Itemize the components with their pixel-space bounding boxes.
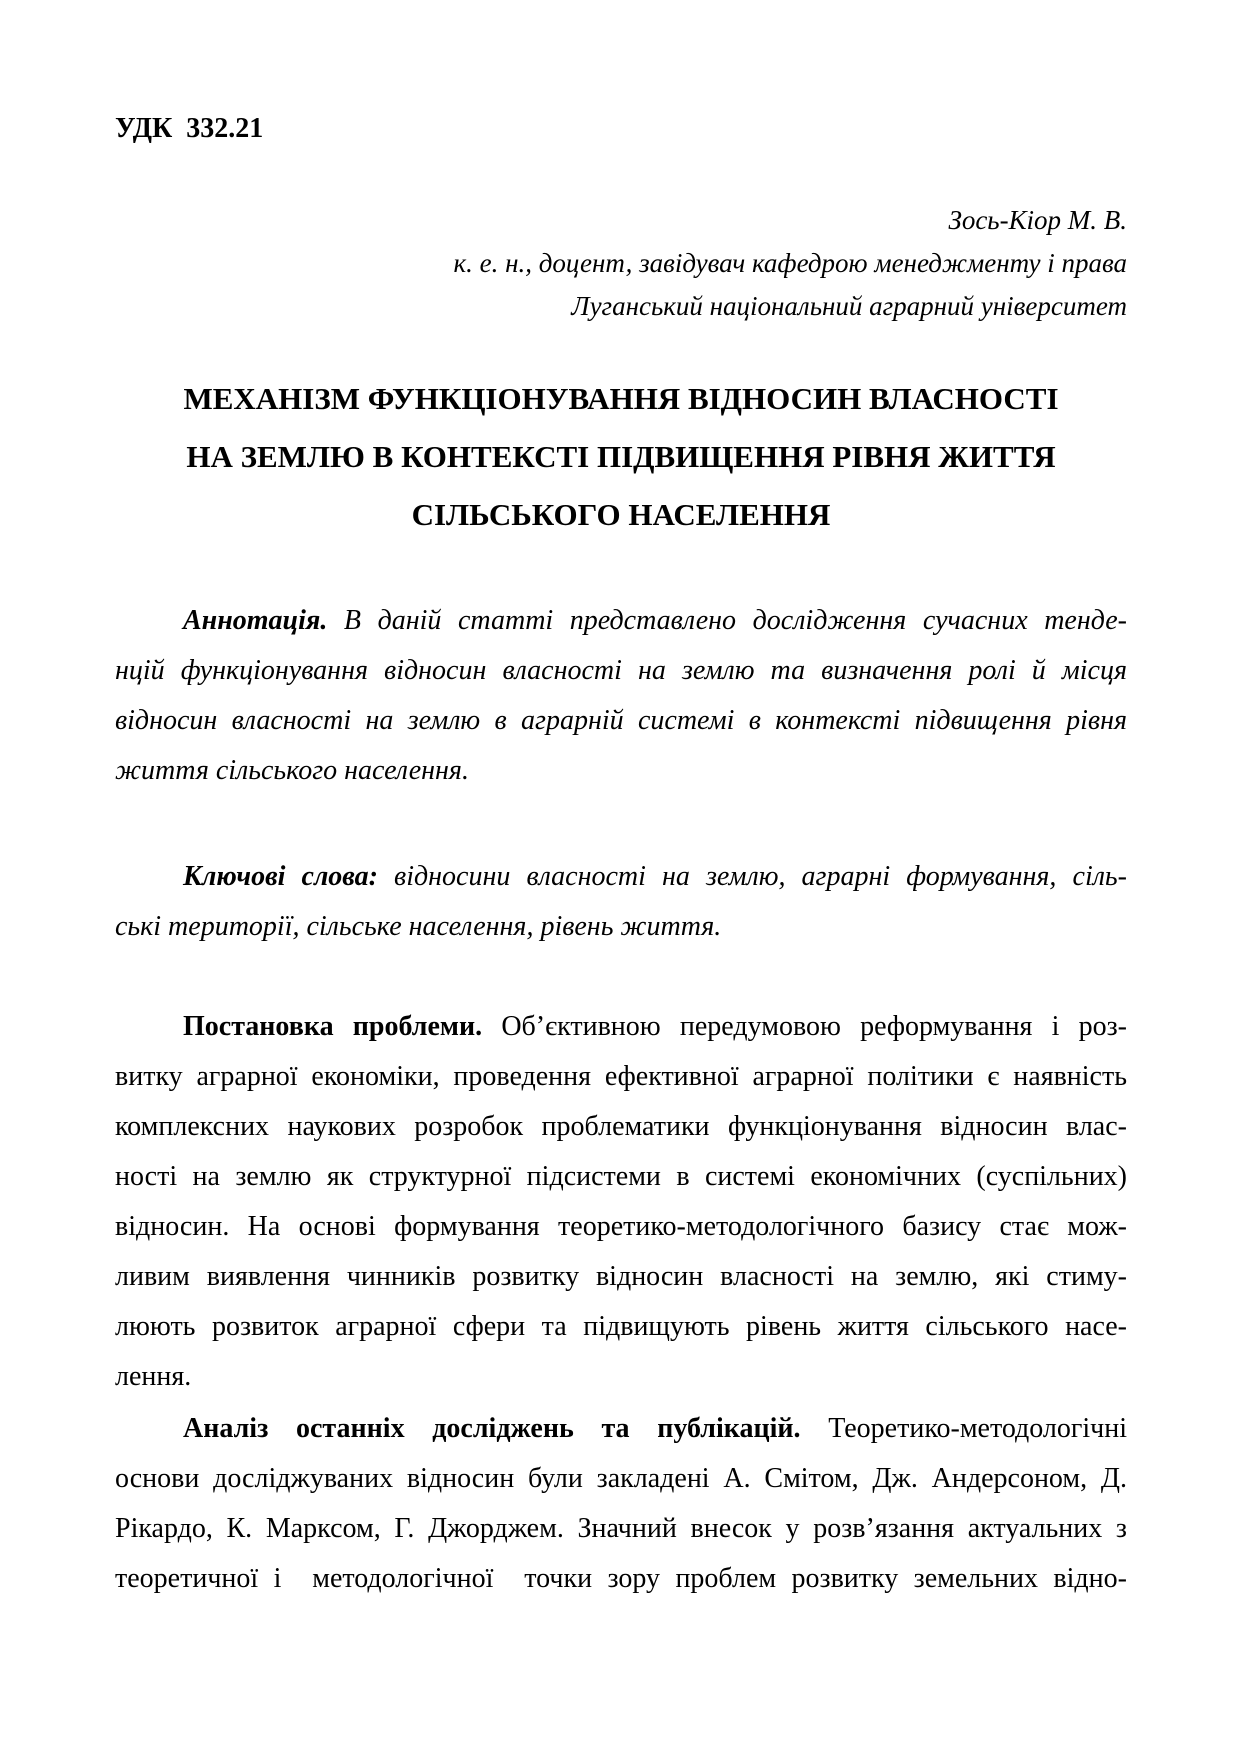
abstract-label: Аннотація. bbox=[183, 605, 344, 636]
abstract-line: нцій функціонування відносин власності на землю та визначення ролі й місця bbox=[115, 655, 1127, 686]
problem-line bbox=[115, 1002, 1127, 1052]
article-title-line-3: СІЛЬСЬКОГО НАСЕЛЕННЯ bbox=[411, 497, 831, 532]
problem-statement-paragraph bbox=[115, 1002, 1127, 1402]
abstract-line: відносин власності на землю в аграрній системі в контексті підвищення рівня bbox=[115, 705, 1127, 736]
abstract-line bbox=[115, 596, 1127, 646]
article-title-line-2: НА ЗЕМЛЮ В КОНТЕКСТІ ПІДВИЩЕННЯ РІВНЯ ЖИТТЯ bbox=[186, 439, 1056, 474]
keywords-text: відносини власності на землю, аграрні формування, сіль- bbox=[394, 861, 1127, 892]
problem-line: витку аграрної економіки, проведення ефективної аграрної політики є наявність bbox=[115, 1061, 1127, 1092]
problem-text: Об’єктивною передумовою реформування і роз- bbox=[501, 1011, 1127, 1042]
author-position: к. е. н., доцент, завідувач кафедрою менеджменту і права bbox=[453, 248, 1127, 278]
problem-line: люють розвиток аграрної сфери та підвищують рівень життя сільського насе- bbox=[115, 1311, 1127, 1342]
abstract-paragraph bbox=[115, 596, 1127, 796]
problem-line: комплексних наукових розробок проблематики функціонування відносин влас- bbox=[115, 1111, 1127, 1142]
analysis-line: теоретичної і методологічної точки зору проблем розвитку земельних відно- bbox=[115, 1563, 1127, 1594]
keywords-line bbox=[115, 852, 1127, 902]
keywords-label: Ключові слова: bbox=[183, 861, 395, 892]
abstract-text: В даній статті представлено дослідження сучасних тенде- bbox=[343, 605, 1127, 636]
problem-line: лення. bbox=[115, 1361, 192, 1392]
analysis-line: основи досліджуваних відносин були закладені А. Смітом, Дж. Андерсоном, Д. bbox=[115, 1463, 1127, 1494]
analysis-line: Рікардо, К. Марксом, Г. Джорджем. Значний внесок у розв’язання актуальних з bbox=[115, 1513, 1127, 1544]
problem-line: ливим виявлення чинників розвитку відносин власності на землю, які стиму- bbox=[115, 1261, 1127, 1292]
analysis-label: Аналіз останніх досліджень та публікацій. bbox=[183, 1413, 829, 1444]
keywords-line: ські території, сільське населення, рівень життя. bbox=[115, 911, 722, 942]
author-name: Зось-Кіор М. В. bbox=[948, 205, 1127, 235]
article-title-line-1: МЕХАНІЗМ ФУНКЦІОНУВАННЯ ВІДНОСИН ВЛАСНОСТІ bbox=[183, 381, 1059, 416]
problem-statement-label: Постановка проблеми. bbox=[183, 1011, 502, 1042]
problem-line: відносин. На основі формування теоретико-методологічного базису стає мож- bbox=[115, 1211, 1127, 1242]
author-affiliation: Луганський національний аграрний університет bbox=[571, 291, 1127, 321]
problem-line: ності на землю як структурної підсистеми в системі економічних (суспільних) bbox=[115, 1161, 1127, 1192]
author-block bbox=[115, 199, 1127, 328]
analysis-line bbox=[115, 1404, 1127, 1454]
udc-code: УДК 332.21 bbox=[115, 113, 264, 144]
keywords-paragraph bbox=[115, 852, 1127, 952]
analysis-text: Теоретико-методологічні bbox=[828, 1413, 1127, 1444]
abstract-line: життя сільського населення. bbox=[115, 755, 469, 786]
article-title bbox=[115, 370, 1127, 544]
analysis-paragraph bbox=[115, 1404, 1127, 1604]
